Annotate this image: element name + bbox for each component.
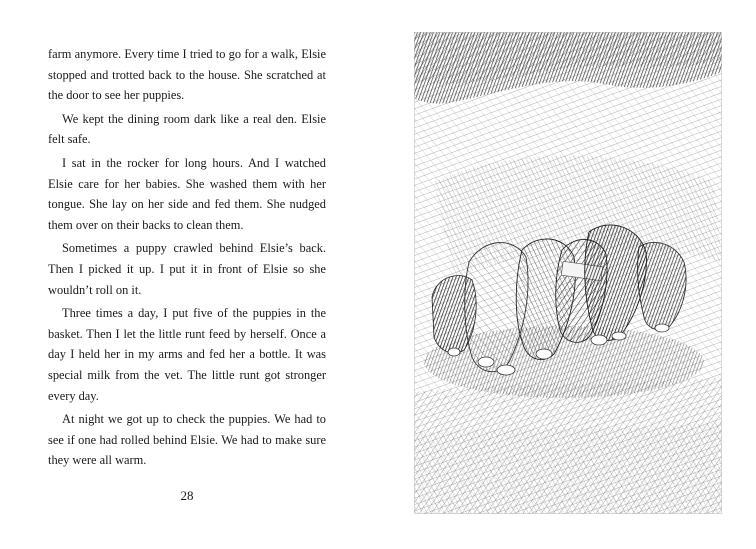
paragraph-2: We kept the dining room dark like a real den. Elsie felt safe. — [48, 111, 326, 147]
paragraph-5: Three times a day, I put five of the puppies in the basket. Then I let the little runt feed by herself. Once a day I held her in my arms and fed her a bottle. It was special milk from the vet. The little runt got stronger every day. — [48, 306, 326, 403]
puppies-nursing-illustration — [414, 32, 722, 514]
paragraph-4: Sometimes a puppy crawled behind Elsie’s back. Then I picked it up. I put it in front of Elsie so she wouldn’t roll on it. — [48, 241, 326, 297]
paragraph-3: I sat in the rocker for long hours. And I watched Elsie care for her babies. She washed them with her tongue. She lay on her side and fed them. She nudged them over on their backs to clean them. — [48, 155, 326, 232]
paragraph-6: At night we got up to check the puppies. We had to see if one had rolled behind Elsie. We had to make sure they were all warm. — [48, 412, 326, 468]
book-page-text — [48, 44, 326, 474]
paragraph-1: farm anymore. Every time I tried to go for a walk, Elsie stopped and trotted back to the house. She scratched at the door to see her puppies. — [48, 47, 326, 103]
page-number: 28 — [180, 488, 194, 503]
